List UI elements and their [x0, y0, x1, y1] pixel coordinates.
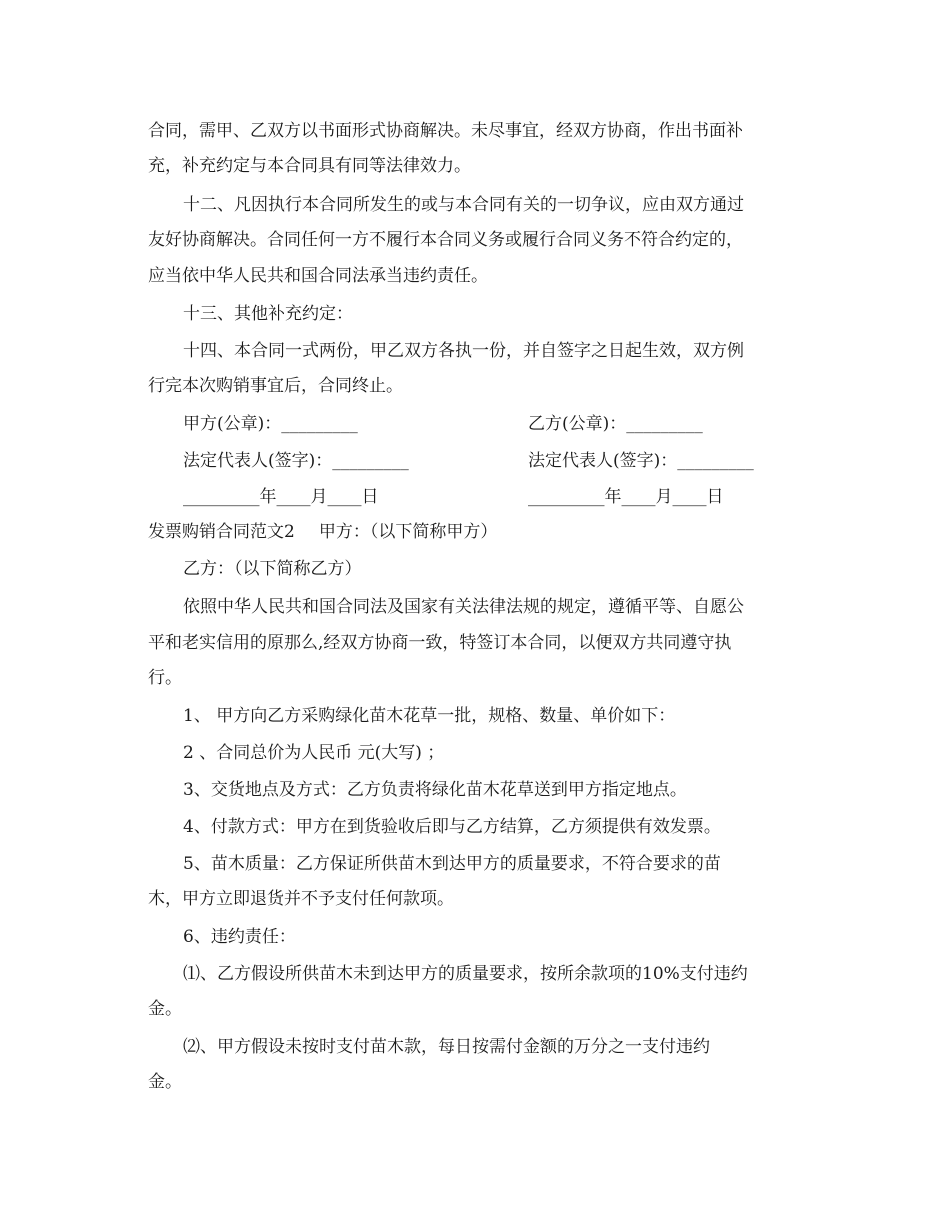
text-line: 行。	[148, 668, 182, 688]
contract-2-heading	[148, 521, 497, 543]
party-a-seal: 甲方(公章)：_________	[183, 414, 358, 434]
contract-2-party-a: 甲方：（以下简称甲方）	[318, 522, 498, 542]
text-line: 金。	[148, 1072, 182, 1092]
party-a-representative: 法定代表人(签字)：_________	[183, 451, 409, 471]
item-2: 2 、合同总价为人民币 元(大写) ；	[183, 743, 445, 763]
preamble: 依照中华人民共和国合同法及国家有关法律法规的规定，遵循平等、自愿公	[183, 597, 744, 617]
item-5: 5、苗木质量：乙方保证所供苗木到达甲方的质量要求，不符合要求的苗	[183, 854, 721, 874]
party-a-date: _________年____月____日	[183, 487, 379, 507]
party-b-seal: 乙方(公章)：_________	[528, 414, 703, 434]
party-b-date: _________年____月____日	[528, 487, 724, 507]
text-line: 友好协商解决。合同任何一方不履行本合同义务或履行合同义务不符合约定的，	[148, 230, 743, 250]
item-6: 6、违约责任：	[183, 927, 296, 947]
text-line: 应当依中华人民共和国合同法承当违约责任。	[148, 266, 488, 286]
item-6-1: ⑴、乙方假设所供苗木未到达甲方的质量要求，按所余款项的10%支付违约	[183, 964, 748, 984]
clause-12: 十二、凡因执行本合同所发生的或与本合同有关的一切争议，应由双方通过	[183, 195, 744, 215]
text-line: 平和老实信用的原那么,经双方协商一致，特签订本合同，以便双方共同遵守执	[148, 633, 732, 653]
text-line: 木，甲方立即退货并不予支付任何款项。	[148, 889, 454, 909]
clause-13: 十三、其他补充约定：	[183, 304, 353, 324]
text-line: 行完本次购销事宜后，合同终止。	[148, 376, 403, 396]
contract-2-title: 发票购销合同范文2	[148, 522, 295, 542]
contract-2-party-b: 乙方：（以下简称乙方）	[183, 559, 362, 579]
item-1: 1、 甲方向乙方采购绿化苗木花草一批，规格、数量、单价如下：	[183, 706, 676, 726]
item-3: 3、交货地点及方式：乙方负责将绿化苗木花草送到甲方指定地点。	[183, 780, 687, 800]
item-6-2: ⑵、甲方假设未按时支付苗木款，每日按需付金额的万分之一支付违约	[183, 1037, 710, 1057]
text-line: 充，补充约定与本合同具有同等法律效力。	[148, 156, 471, 176]
text-line: 合同，需甲、乙双方以书面形式协商解决。未尽事宜，经双方协商，作出书面补	[148, 121, 743, 141]
party-b-representative: 法定代表人(签字)：_________	[528, 451, 754, 471]
text-line: 金。	[148, 999, 182, 1019]
item-4: 4、付款方式：甲方在到货验收后即与乙方结算，乙方须提供有效发票。	[183, 817, 721, 837]
clause-14: 十四、本合同一式两份，甲乙双方各执一份，并自签字之日起生效，双方例	[183, 341, 744, 361]
